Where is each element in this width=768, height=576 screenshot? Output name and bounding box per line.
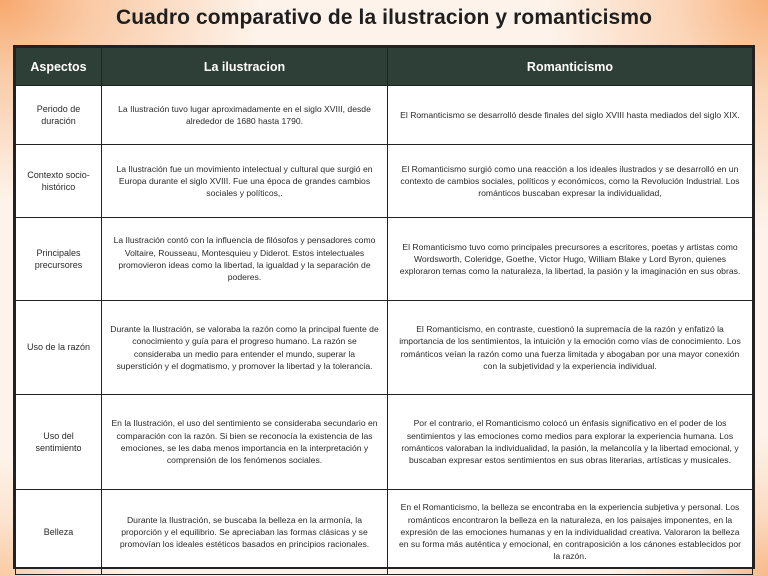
cell-romanticismo: El Romanticismo tuvo como principales precursores a escritores, poetas y artistas como Wordsworth, Coleridge, Goethe, Victor Hugo, William Blake y Lord Byron, quienes exploraron temas como la naturaleza, la libertad, la pasión y la imaginación en sus obras. <box>388 218 753 301</box>
table-row <box>16 301 753 395</box>
table-row <box>16 218 753 301</box>
comparison-table-container <box>13 45 755 569</box>
cell-romanticismo: Por el contrario, el Romanticismo colocó un énfasis significativo en el poder de los sentimientos y las emociones como medios para explorar la experiencia humana. Los románticos valoraban la individualidad, la pasión, la melancolía y la libertad emocional, y buscaban expresar estos sentimientos en sus obras literarias, artísticas y musicales. <box>388 395 753 490</box>
table-row <box>16 395 753 490</box>
comparison-table <box>15 47 753 575</box>
row-aspect-label: Principales precursores <box>16 218 102 301</box>
header-romanticismo: Romanticismo <box>388 48 753 86</box>
cell-ilustracion: La Ilustración fue un movimiento intelectual y cultural que surgió en Europa durante el siglo XVIII. Fue una época de grandes cambios sociales y políticos,. <box>102 145 388 218</box>
row-aspect-label: Periodo de duración <box>16 86 102 145</box>
row-aspect-label: Contexto socio-histórico <box>16 145 102 218</box>
header-ilustracion: La ilustracion <box>102 48 388 86</box>
cell-ilustracion: Durante la Ilustración, se buscaba la belleza en la armonía, la proporción y el equilibrio. Se apreciaban las formas clásicas y se promovían los ideales estéticos basados en principios racionales. <box>102 490 388 575</box>
cell-romanticismo: El Romanticismo surgió como una reacción a los ideales ilustrados y se desarrolló en un contexto de cambios sociales, políticos y económicos, como la Revolución Industrial. Los románticos buscaban expresar la individualidad, <box>388 145 753 218</box>
table-row <box>16 145 753 218</box>
row-aspect-label: Uso del sentimiento <box>16 395 102 490</box>
cell-romanticismo: El Romanticismo, en contraste, cuestionó la supremacía de la razón y enfatizó la importancia de los sentimientos, la intuición y la emoción como vías de conocimiento. Los románticos veían la razón como una fuerza limitada y abogaban por una mayor conexión con la subjetividad y la experiencia individual. <box>388 301 753 395</box>
table-row <box>16 490 753 575</box>
cell-ilustracion: Durante la Ilustración, se valoraba la razón como la principal fuente de conocimiento y guía para el progreso humano. La razón se consideraba un medio para entender el mundo, superar la superstición y el dogmatismo, y promover la libertad y la tolerancia. <box>102 301 388 395</box>
cell-romanticismo: El Romanticismo se desarrolló desde finales del siglo XVIII hasta mediados del siglo XIX. <box>388 86 753 145</box>
row-aspect-label: Belleza <box>16 490 102 575</box>
row-aspect-label: Uso de la razón <box>16 301 102 395</box>
page-title: Cuadro comparativo de la ilustracion y romanticismo <box>115 6 653 29</box>
cell-ilustracion: La Ilustración contó con la influencia de filósofos y pensadores como Voltaire, Rousseau, Montesquieu y Diderot. Estos intelectuales promovieron ideas como la libertad, la igualdad y la separación de poderes. <box>102 218 388 301</box>
header-aspectos: Aspectos <box>16 48 102 86</box>
cell-ilustracion: La Ilustración tuvo lugar aproximadamente en el siglo XVIII, desde alrededor de 1680 hasta 1790. <box>102 86 388 145</box>
cell-romanticismo: En el Romanticismo, la belleza se encontraba en la experiencia subjetiva y personal. Los románticos encontraron la belleza en la naturaleza, en los paisajes imponentes, en la expresión de las emociones humanas y en la individualidad creativa. Valoraron la belleza en su forma más auténtica y emocional, en contraposición a los cánones establecidos por la razón. <box>388 490 753 575</box>
table-header-row <box>16 48 753 86</box>
table-row <box>16 86 753 145</box>
cell-ilustracion: En la Ilustración, el uso del sentimiento se consideraba secundario en comparación con la razón. Si bien se reconocía la existencia de las emociones, se les daba menos importancia en la interpretación y comprensión de los fenómenos sociales. <box>102 395 388 490</box>
